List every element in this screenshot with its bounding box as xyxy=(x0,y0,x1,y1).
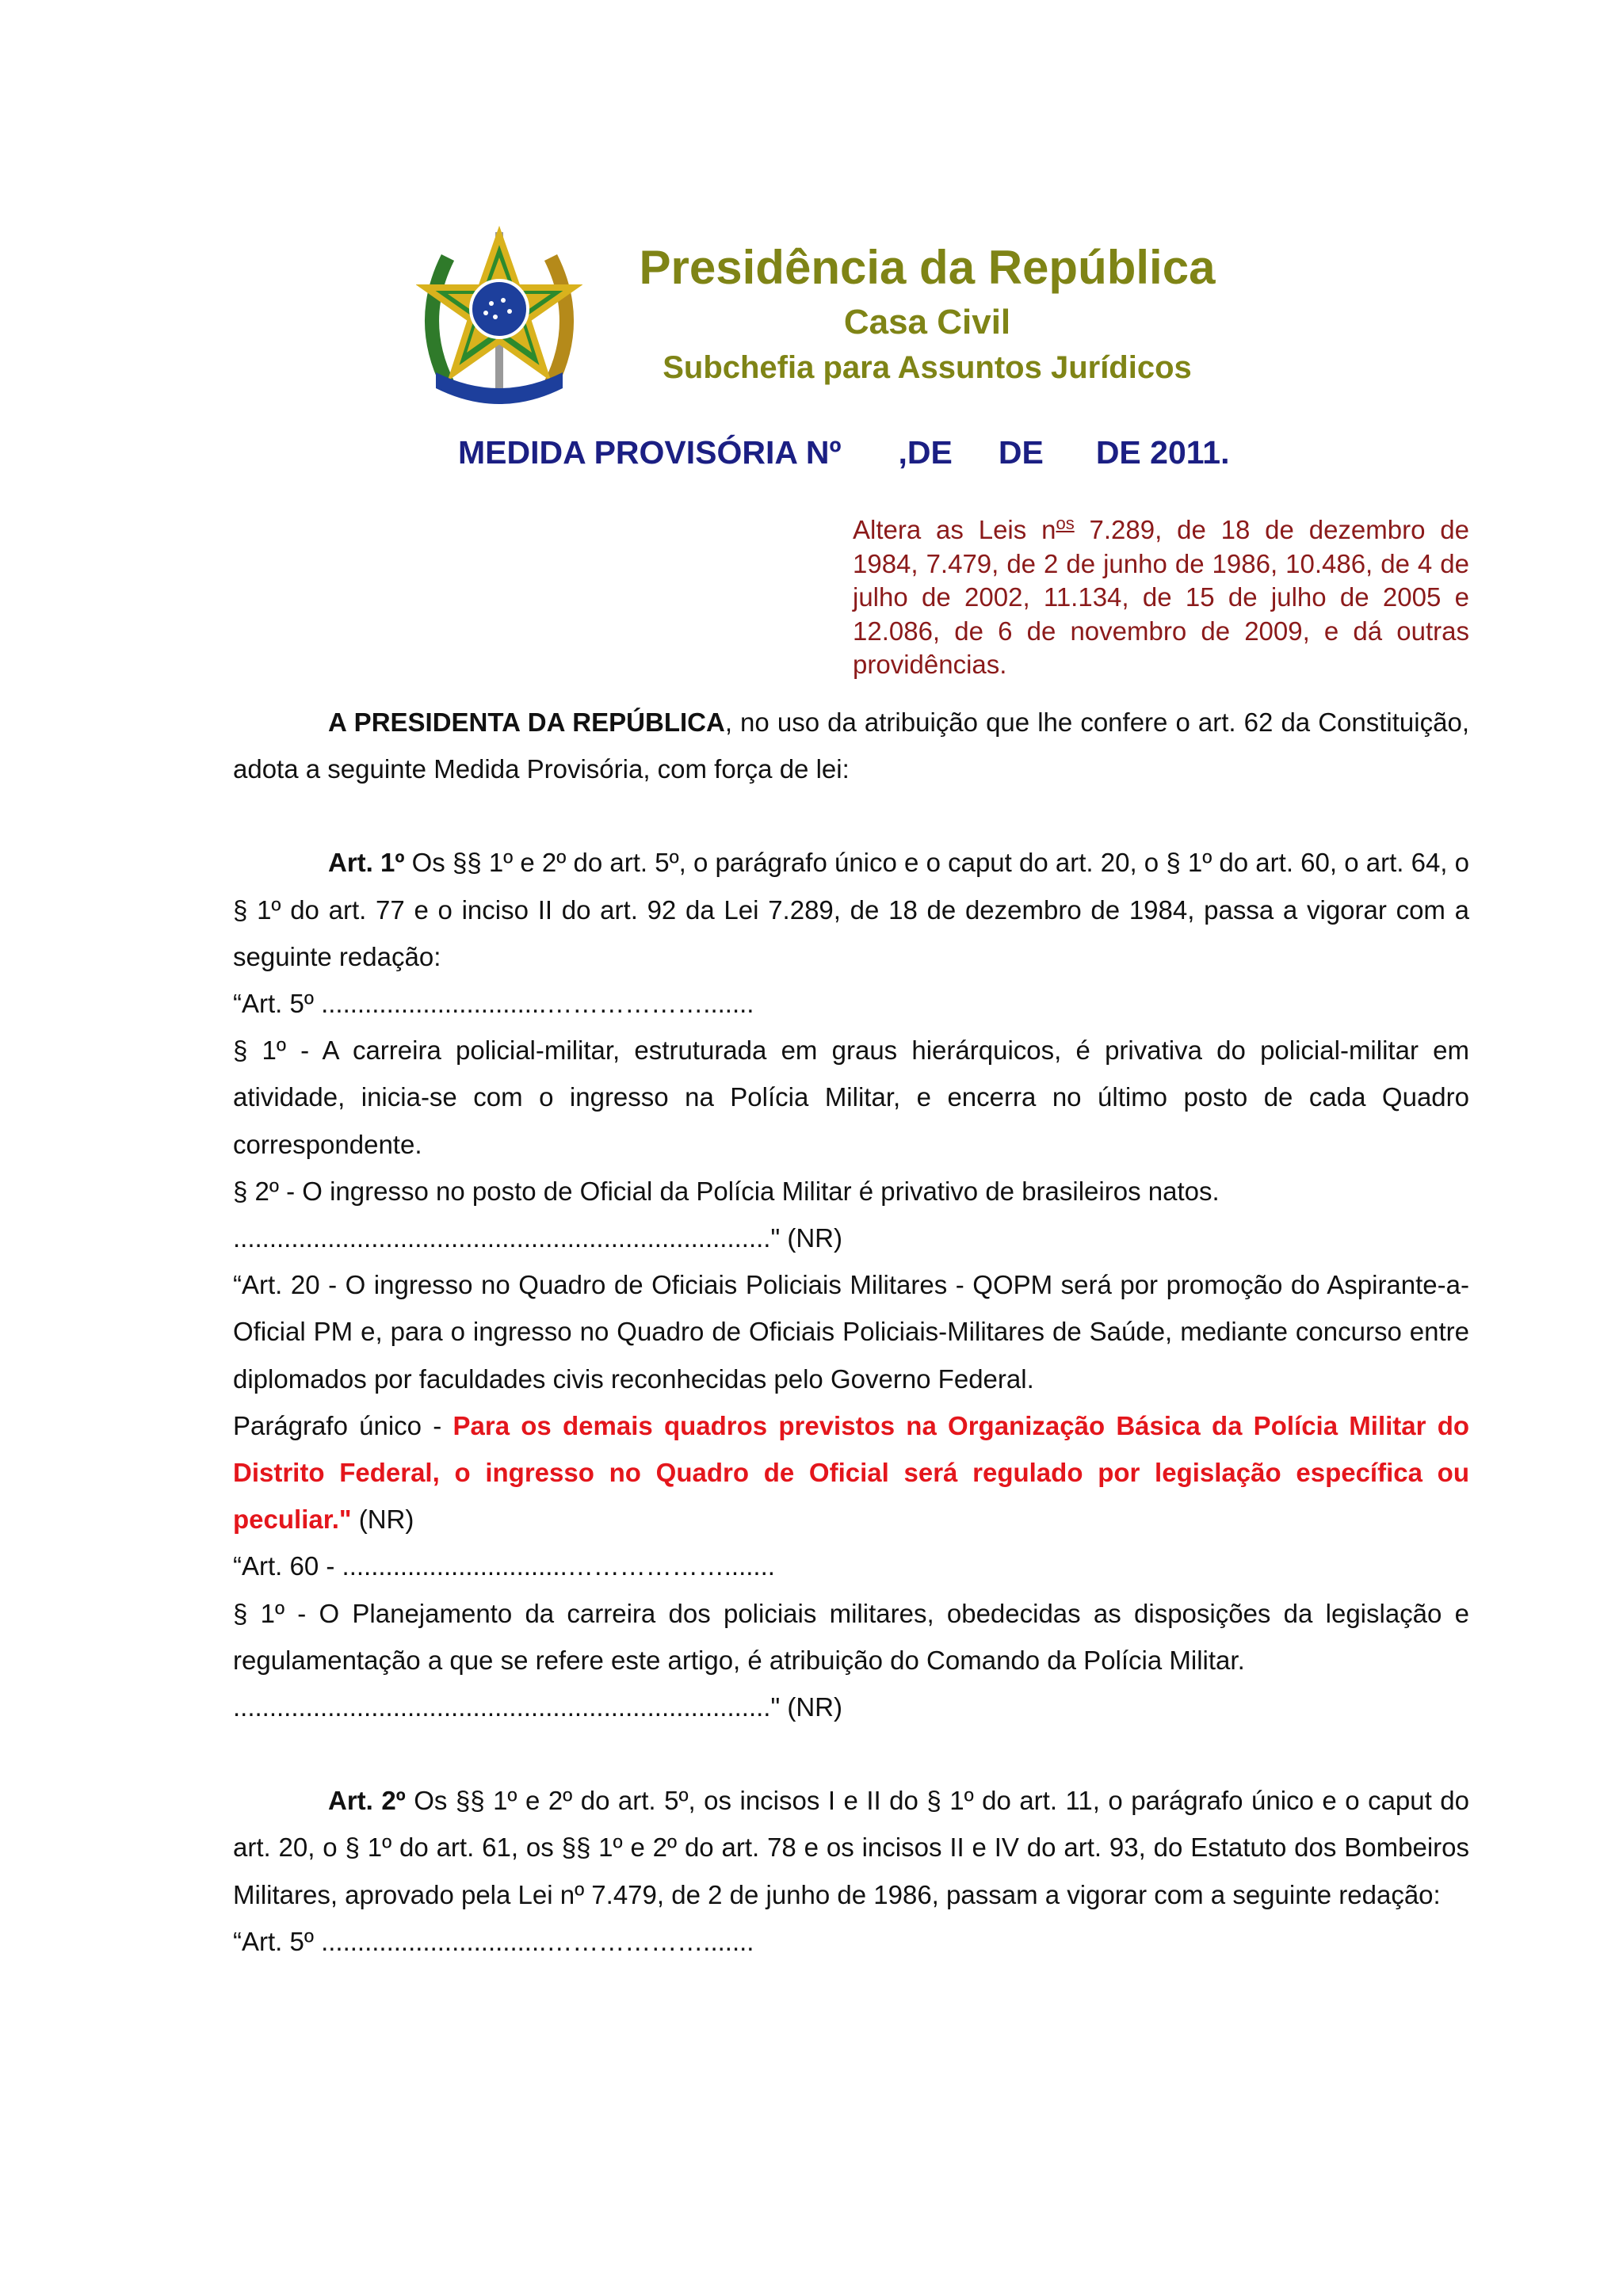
article-1 xyxy=(233,839,1469,980)
art1-art5: “Art. 5º ...............................………………....... xyxy=(233,989,754,1019)
art1-nr-2: .........................................................................." (NR) xyxy=(233,1692,842,1722)
art1-paragraph-2: § 2º - O ingresso no posto de Oficial da Polícia Militar é privativo de brasileiros natos. xyxy=(233,1176,1220,1206)
art1-art60-paragraph: § 1º - O Planejamento da carreira dos policiais militares, obedecidas as disposições da legislação e regulamentação a que se refere este artigo, é atribuição do Comando da Polícia Militar. xyxy=(233,1598,1469,1675)
sole-paragraph-nr: (NR) xyxy=(351,1505,414,1535)
measure-title xyxy=(458,434,1568,471)
preamble xyxy=(233,699,1469,792)
art1-sole-paragraph xyxy=(233,1402,1469,1543)
ementa-pre: Altera as Leis n xyxy=(853,515,1056,544)
org-subtitle-2: Subchefia para Assuntos Jurídicos xyxy=(663,350,1192,385)
preamble-bold: A PRESIDENTA DA REPÚBLICA xyxy=(328,707,725,737)
measure-de-2: DE xyxy=(998,434,1044,471)
measure-prefix: MEDIDA PROVISÓRIA Nº xyxy=(458,434,842,471)
article-1-label: Art. 1º xyxy=(328,848,405,878)
article-2 xyxy=(233,1777,1469,1918)
article-2-text: Os §§ 1º e 2º do art. 5º, os incisos I e II do § 1º do art. 11, o parágrafo único e o caput do art. 20, o § 1º do art. 61, os §§ 1º e 2º do art. 78 e os incisos II e IV do art. 93, do Estatuto dos Bombeiros Militares, aprovado pela Lei nº 7.479, de 2 de junho de 1986, passam a vigorar com a seguinte redação: xyxy=(233,1786,1469,1909)
measure-de-1: ,DE xyxy=(898,434,953,471)
ementa-post: 7.289, de 18 de dezembro de 1984, 7.479, de 2 de junho de 1986, 10.486, de 4 de julho de 2002, 11.134, de 15 de julho de 2005 e 12.086, de 6 de novembro de 2009, e dá outras providências. xyxy=(853,515,1469,679)
article-1-text: Os §§ 1º e 2º do art. 5º, o parágrafo único e o caput do art. 20, o § 1º do art. 60, o art. 64, o § 1º do art. 77 e o inciso II do art. 92 da Lei 7.289, de 18 de dezembro de 1984, passa a vigorar com a seguinte redação: xyxy=(233,848,1469,971)
measure-year: DE 2011. xyxy=(1095,434,1230,471)
art2-art5: “Art. 5º ...............................………………....... xyxy=(233,1926,754,1956)
art1-nr-1: .........................................................................." (NR) xyxy=(233,1223,842,1253)
header xyxy=(602,242,1252,387)
org-title: Presidência da República xyxy=(639,241,1216,294)
sole-paragraph-label: Parágrafo único - xyxy=(233,1410,453,1440)
article-2-label: Art. 2º xyxy=(328,1786,406,1816)
art1-paragraph-1: § 1º - A carreira policial-militar, estruturada em graus hierárquicos, é privativa do policial-militar em atividade, inicia-se com o ingresso na Polícia Militar, e encerra no último posto de cada Quadro correspondente. xyxy=(233,1035,1469,1159)
preamble-text: , no uso da atribuição que lhe confere o art. 62 da Constituição, adota a seguinte Medida Provisória, com força de lei: xyxy=(233,707,1469,784)
sole-paragraph-red: Para os demais quadros previstos na Organização Básica da Polícia Militar do Distrito Federal, o ingresso no Quadro de Oficial será regulado por legislação específica ou peculiar." xyxy=(233,1410,1470,1535)
org-subtitle: Casa Civil xyxy=(843,303,1011,341)
ementa-sup: os xyxy=(1056,513,1075,533)
document-body xyxy=(233,699,1469,1965)
ementa xyxy=(853,507,1469,682)
art1-art20: “Art. 20 - O ingresso no Quadro de Oficiais Policiais Militares - QOPM será por promoção do Aspirante-a-Oficial PM e, para o ingresso no Quadro de Oficiais Policiais-Militares de Saúde, mediante concurso entre diplomados por faculdades civis reconhecidas pelo Governo Federal. xyxy=(233,1270,1469,1394)
coat-of-arms-icon xyxy=(416,226,582,408)
art1-art60: “Art. 60 - ...............................………………....... xyxy=(233,1551,775,1581)
